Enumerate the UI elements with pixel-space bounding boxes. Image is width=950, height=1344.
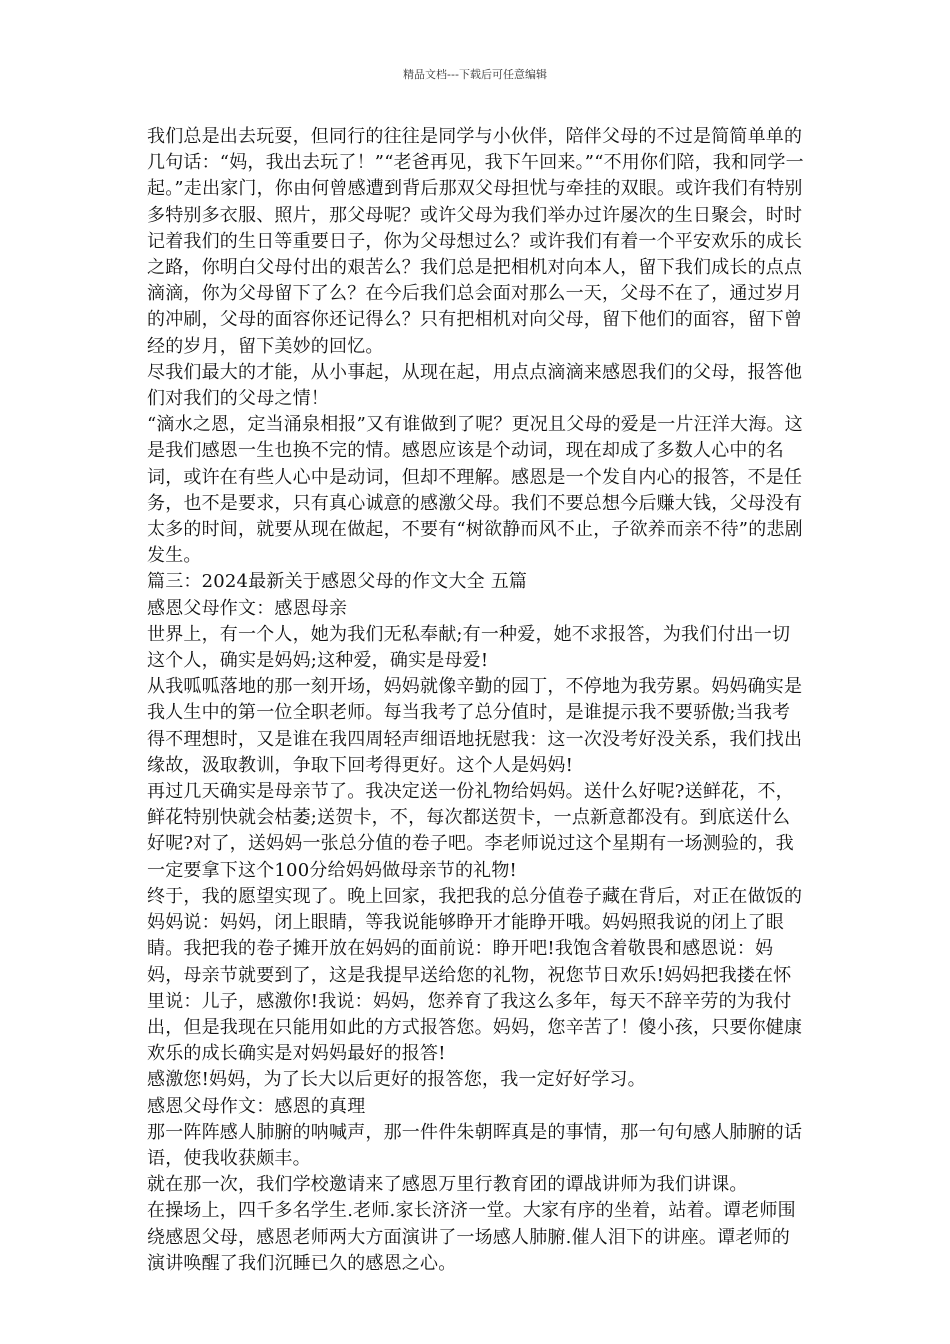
section-heading: 篇三：2024最新关于感恩父母的作文大全 五篇 [147,571,528,593]
essay-title: 感恩父母作文：感恩的真理 [147,1095,366,1117]
paragraph: 感激您!妈妈，为了长大以后更好的报答您，我一定好好学习。 [147,1069,646,1091]
paragraph: 世界上，有一个人，她为我们无私奉献;有一种爱，她不求报答，为我们付出一切这个人，确实是妈妈;这种爱，确实是母爱! [147,623,791,672]
paragraph: 再过几天确实是母亲节了。我决定送一份礼物给妈妈。送什么好呢?送鲜花，不，鲜花特别快就会枯萎;送贺卡，不，每次都送贺卡，一点新意都没有。到底送什么好呢?对了，送妈妈一张总分值的卷子吧。李老师说过这个星期有一场测验的，我一定要拿下这个100分给妈妈做母亲节的礼物! [147,781,794,881]
paragraph: 从我呱呱落地的那一刻开场，妈妈就像辛勤的园丁，不停地为我劳累。妈妈确实是我人生中的第一位全职老师。每当我考了总分值时，是谁提示我不要骄傲;当我考得不理想时，又是谁在我四周轻声细语地抚慰我：这一次没考好没关系，我们找出缘故，汲取教训，争取下回考得更好。这个人是妈妈! [147,676,803,776]
paragraph: “滴水之恩，定当涌泉相报”又有谁做到了呢？更况且父母的爱是一片汪洋大海。这是我们感恩一生也换不完的情。感恩应该是个动词，现在却成了多数人心中的名词，或许在有些人心中是动词，但却不理解。感恩是一个发自内心的报答，不是任务，也不是要求，只有真心诚意的感激父母。我们不要总想今后赚大钱，父母没有太多的时间，就要从现在做起，不要有“树欲静而风不止，子欲养而亲不待”的悲剧发生。 [147,414,803,567]
paragraph: 那一阵阵感人肺腑的呐喊声，那一件件朱朝晖真是的事情，那一句句感人肺腑的话语，使我收获颇丰。 [147,1121,803,1169]
essay-title: 感恩父母作文：感恩母亲 [147,597,348,619]
page-header: 精品文档---下载后可任意编辑 [403,68,547,81]
paragraph: 终于，我的愿望实现了。晚上回家，我把我的总分值卷子藏在背后，对正在做饭的妈妈说：妈妈，闭上眼睛，等我说能够睁开才能睁开哦。妈妈照我说的闭上了眼睛。我把我的卷子摊开放在妈妈的面前说：睁开吧!我饱含着敬畏和感恩说：妈妈，母亲节就要到了，这是我提早送给您的礼物，祝您节日欢乐!妈妈把我搂在怀里说：儿子，感激你!我说：妈妈，您养育了我这么多年，每天不辞辛劳的为我付出，但是我现在只能用如此的方式报答您。妈妈，您辛苦了！傻小孩，只要你健康欢乐的成长确实是对妈妈最好的报答! [147,885,803,1065]
paragraph: 在操场上，四千多名学生.老师.家长济济一堂。大家有序的坐着，站着。谭老师围绕感恩父母，感恩老师两大方面演讲了一场感人肺腑.催人泪下的讲座。谭老师的演讲唤醒了我们沉睡已久的感恩之心。 [147,1200,796,1274]
paragraph: 我们总是出去玩耍，但同行的往往是同学与小伙伴，陪伴父母的不过是简简单单的几句话：“妈，我出去玩了！”“老爸再见，我下午回来。”“不用你们陪，我和同学一起。”走出家门，你由何曾感遭到背后那双父母担忧与牵挂的双眼。或许我们有特别多特别多衣服、照片，那父母呢？或许父母为我们举办过许屡次的生日聚会，时时记着我们的生日等重要日子，你为父母想过么？或许我们有着一个平安欢乐的成长之路，你明白父母付出的艰苦么？我们总是把相机对向本人，留下我们成长的点点滴滴，你为父母留下了么？在今后我们总会面对那么一天，父母不在了，通过岁月的冲刷，父母的面容你还记得么？只有把相机对向父母，留下他们的面容，留下曾经的岁月，留下美妙的回忆。 [147,126,804,357]
paragraph: 尽我们最大的才能，从小事起，从现在起，用点点滴滴来感恩我们的父母，报答他们对我们的父母之情！ [147,361,803,410]
document-body [147,124,807,1277]
paragraph: 就在那一次，我们学校邀请来了感恩万里行教育团的谭战讲师为我们讲课。 [147,1174,748,1196]
